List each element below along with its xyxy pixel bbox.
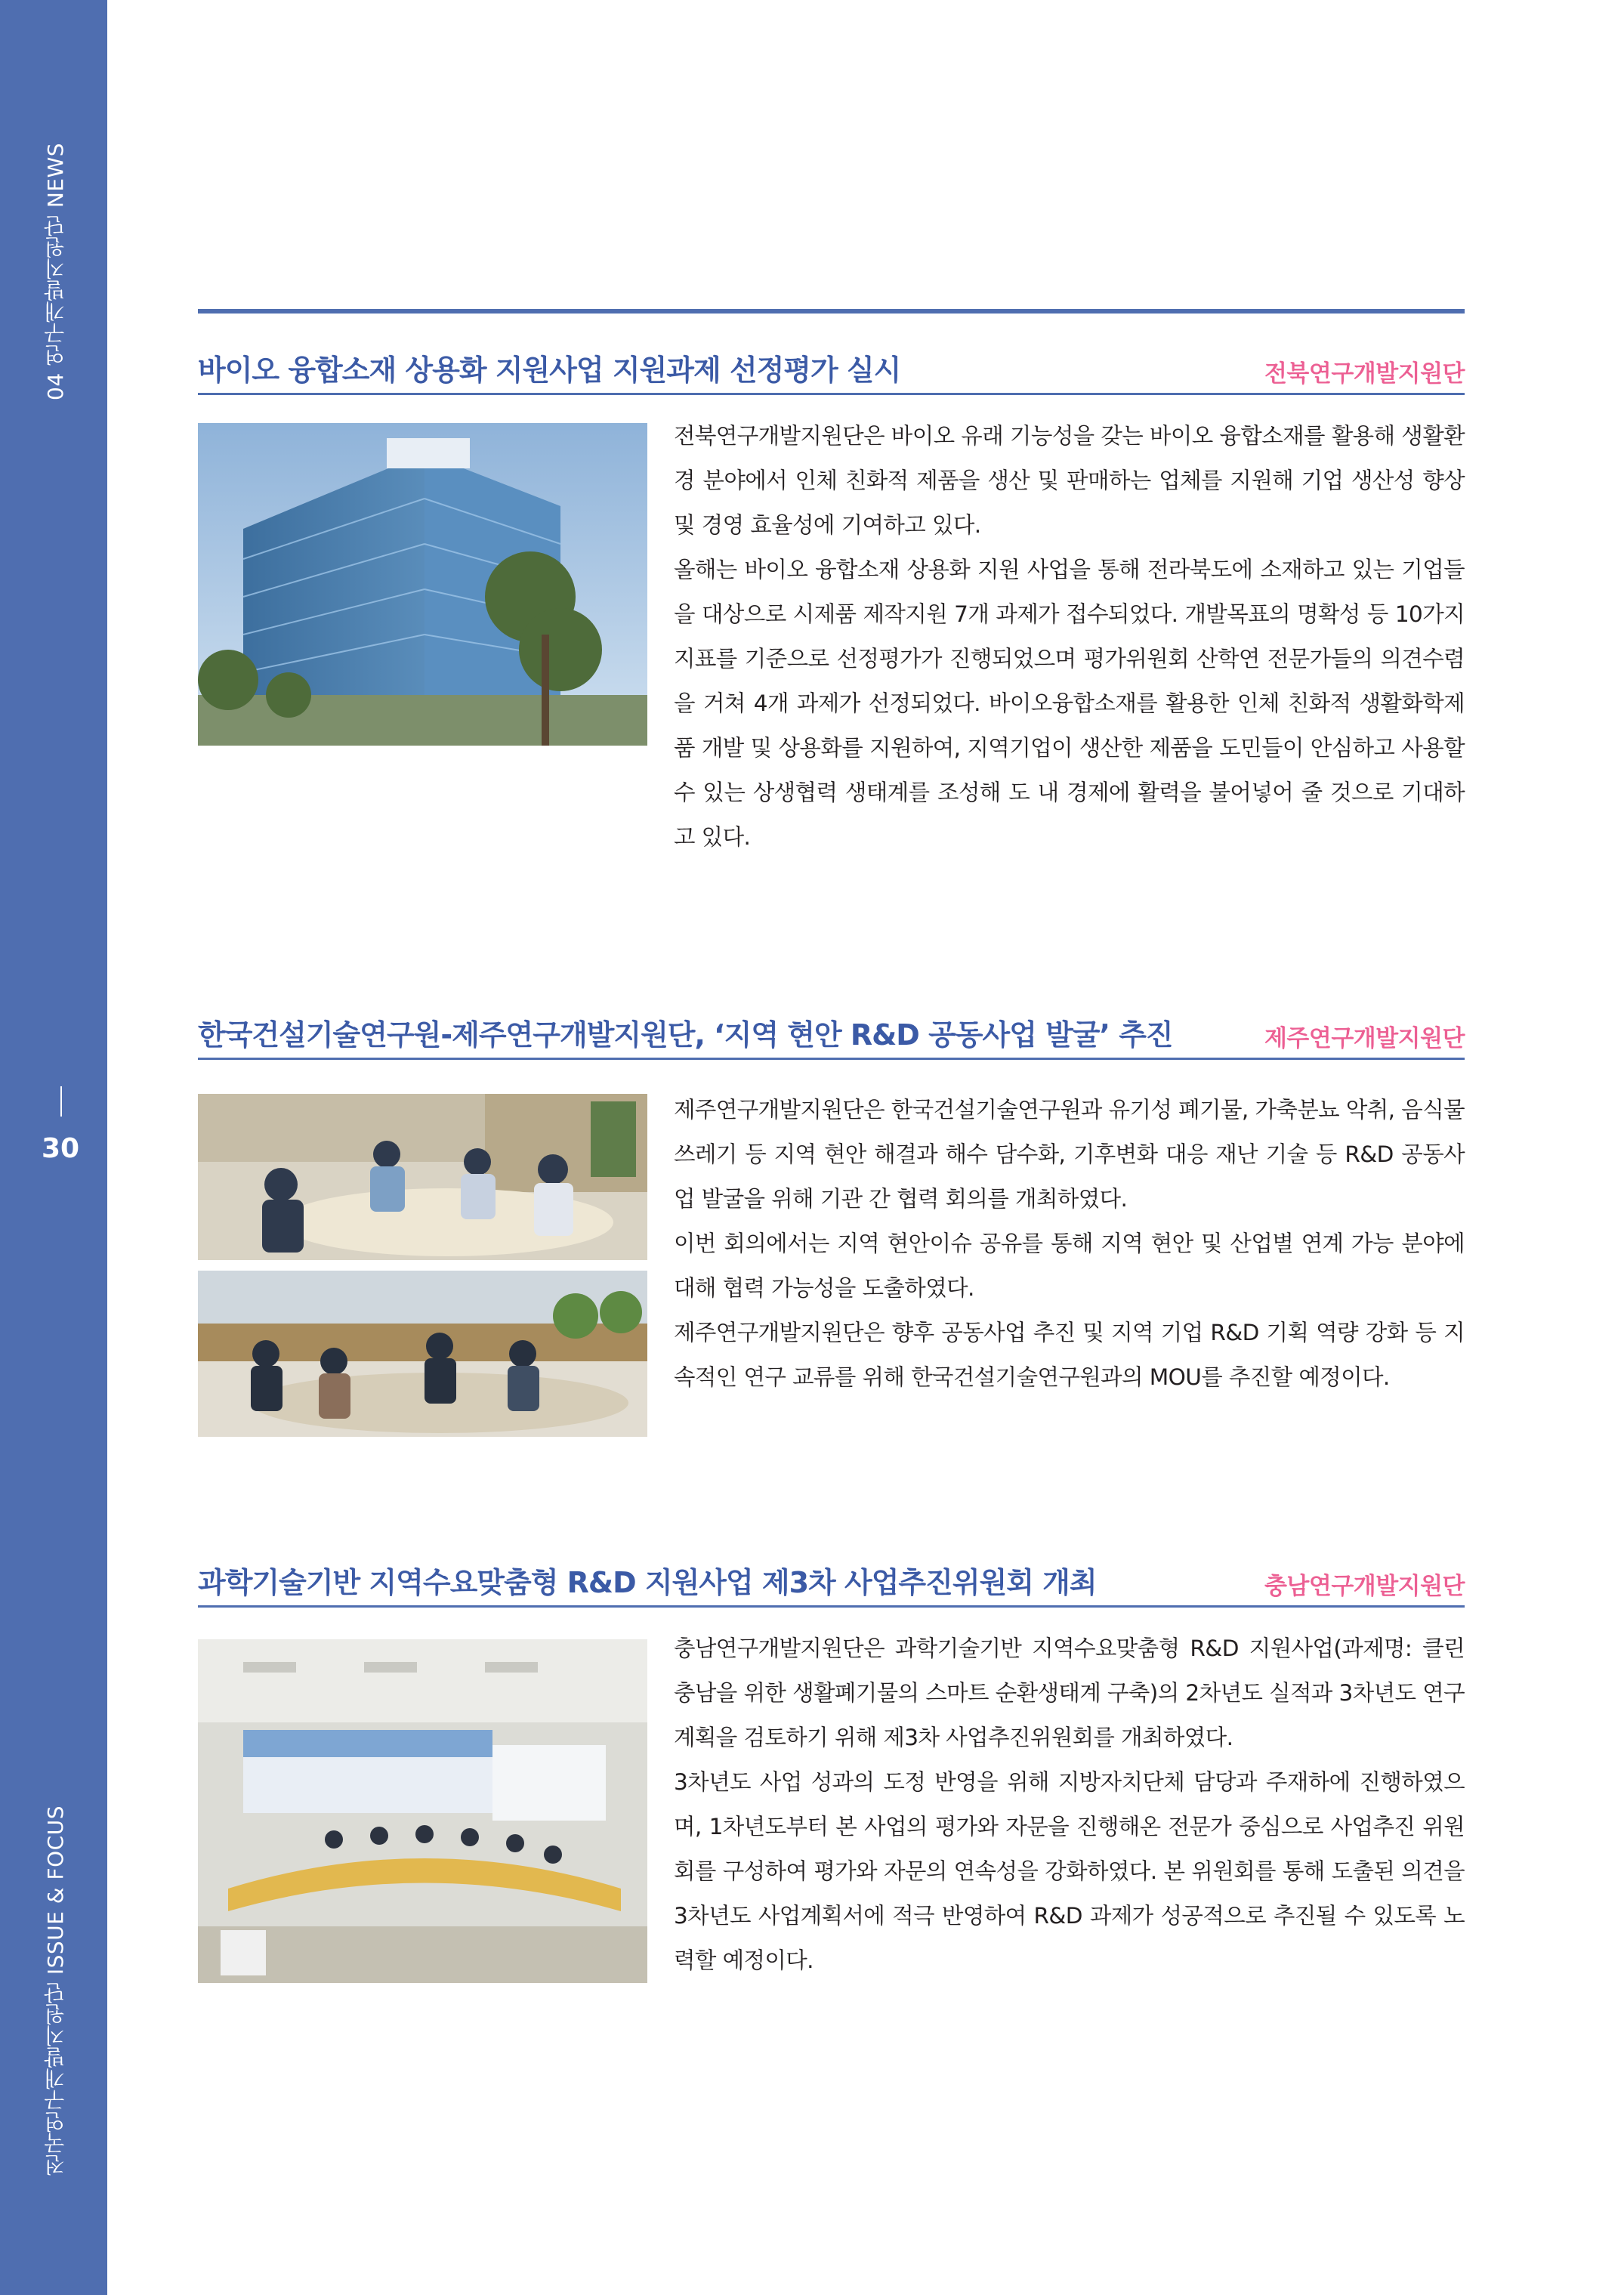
meeting-photo-1-icon xyxy=(198,1094,647,1260)
paragraph: 충남연구개발지원단은 과학기술기반 지역수요맞춤형 R&D 지원사업(과제명: 클린 충남을 위한 생활폐기물의 스마트 순환생태계 구축)의 2차년도 실적과 3차년도 연구 계획을 검토하기 위해 제3차 사업추진위원회를 개최하였다. xyxy=(674,1636,1465,1750)
article-header xyxy=(198,1560,1465,1608)
meeting-photo-2 xyxy=(198,1271,647,1437)
paragraph: 올해는 바이오 융합소재 상용화 지원 사업을 통해 전라북도에 소재하고 있는 기업들을 대상으로 시제품 제작지원 7개 과제가 접수되었다. 개발목표의 명확성 등 10가지 지표를 기준으로 선정평가가 진행되었으며 평가위원회 산학연 전문가들의 의견수렴을 거쳐 4개 과제가 선정되었다. 바이오융합소재를 활용한 인체 친화적 생활화학제품 개발 및 상용화를 지원하여, 지역기업이 생산한 제품을 도민들이 안심하고 사용할 수 있는 상생협력 생태계를 조성해 도 내 경제에 활력을 불어넣어 줄 것으로 기대하고 있다. xyxy=(674,557,1465,850)
meeting-photo-1 xyxy=(198,1094,647,1260)
article-org: 제주연구개발지원단 xyxy=(1264,1025,1465,1052)
article-2 xyxy=(198,1012,1465,1390)
building-photo xyxy=(198,423,647,746)
article-title: 한국건설기술연구원-제주연구개발지원단, ‘지역 현안 R&D 공동사업 발굴’ 추진 xyxy=(198,1018,1173,1052)
article-3 xyxy=(198,1560,1465,1973)
paragraph: 제주연구개발지원단은 향후 공동사업 추진 및 지역 기업 R&D 기획 역량 강화 등 지속적인 연구 교류를 위해 한국건설기술연구원과의 MOU를 추진할 예정이다. xyxy=(674,1320,1465,1390)
paragraph: 3차년도 사업 성과의 도정 반영을 위해 지방자치단체 담당과 주재하에 진행하였으며, 1차년도부터 본 사업의 평가와 자문을 진행해온 전문가 중심으로 사업추진 위원회를 구성하여 평가와 자문의 연속성을 강화하였다. 본 위원회를 통해 도출된 의견을 3차년도 사업계획서에 적극 반영하여 R&D 과제가 성공적으로 추진될 수 있도록 노력할 예정이다. xyxy=(674,1769,1465,1973)
sidebar xyxy=(0,0,107,2295)
section-label-bottom: 전국연구개발지원단 ISSUE & FOCUS xyxy=(43,1805,68,2176)
section-label-top: 04 연구개발지원단 NEWS xyxy=(43,142,68,400)
page-number: 30 xyxy=(41,1133,80,1164)
conference-photo-icon xyxy=(198,1639,647,1983)
page-divider xyxy=(60,1086,62,1117)
article-body xyxy=(674,414,1465,860)
article-title: 바이오 융합소재 상용화 지원사업 지원과제 선정평가 실시 xyxy=(198,354,901,387)
article-title: 과학기술기반 지역수요맞춤형 R&D 지원사업 제3차 사업추진위원회 개최 xyxy=(198,1566,1097,1599)
article-1 xyxy=(198,347,1465,850)
top-rule xyxy=(198,309,1465,314)
meeting-photo-2-icon xyxy=(198,1271,647,1437)
paragraph: 이번 회의에서는 지역 현안이슈 공유를 통해 지역 현안 및 산업별 연계 가능 분야에 대해 협력 가능성을 도출하였다. xyxy=(674,1231,1465,1301)
article-header xyxy=(198,1012,1465,1060)
article-org: 충남연구개발지원단 xyxy=(1264,1573,1465,1600)
article-header xyxy=(198,347,1465,395)
paragraph: 제주연구개발지원단은 한국건설기술연구원과 유기성 폐기물, 가축분뇨 악취, 음식물쓰레기 등 지역 현안 해결과 해수 담수화, 기후변화 대응 재난 기술 등 R&D 공동사업 발굴을 위해 기관 간 협력 회의를 개최하였다. xyxy=(674,1097,1465,1212)
article-body xyxy=(674,1088,1465,1400)
building-photo-icon xyxy=(198,423,647,746)
article-org: 전북연구개발지원단 xyxy=(1264,360,1465,388)
paragraph: 전북연구개발지원단은 바이오 유래 기능성을 갖는 바이오 융합소재를 활용해 생활환경 분야에서 인체 친화적 제품을 생산 및 판매하는 업체를 지원해 기업 생산성 향상 및 경영 효율성에 기여하고 있다. xyxy=(674,423,1465,538)
conference-photo xyxy=(198,1639,647,1983)
article-body xyxy=(674,1626,1465,1983)
